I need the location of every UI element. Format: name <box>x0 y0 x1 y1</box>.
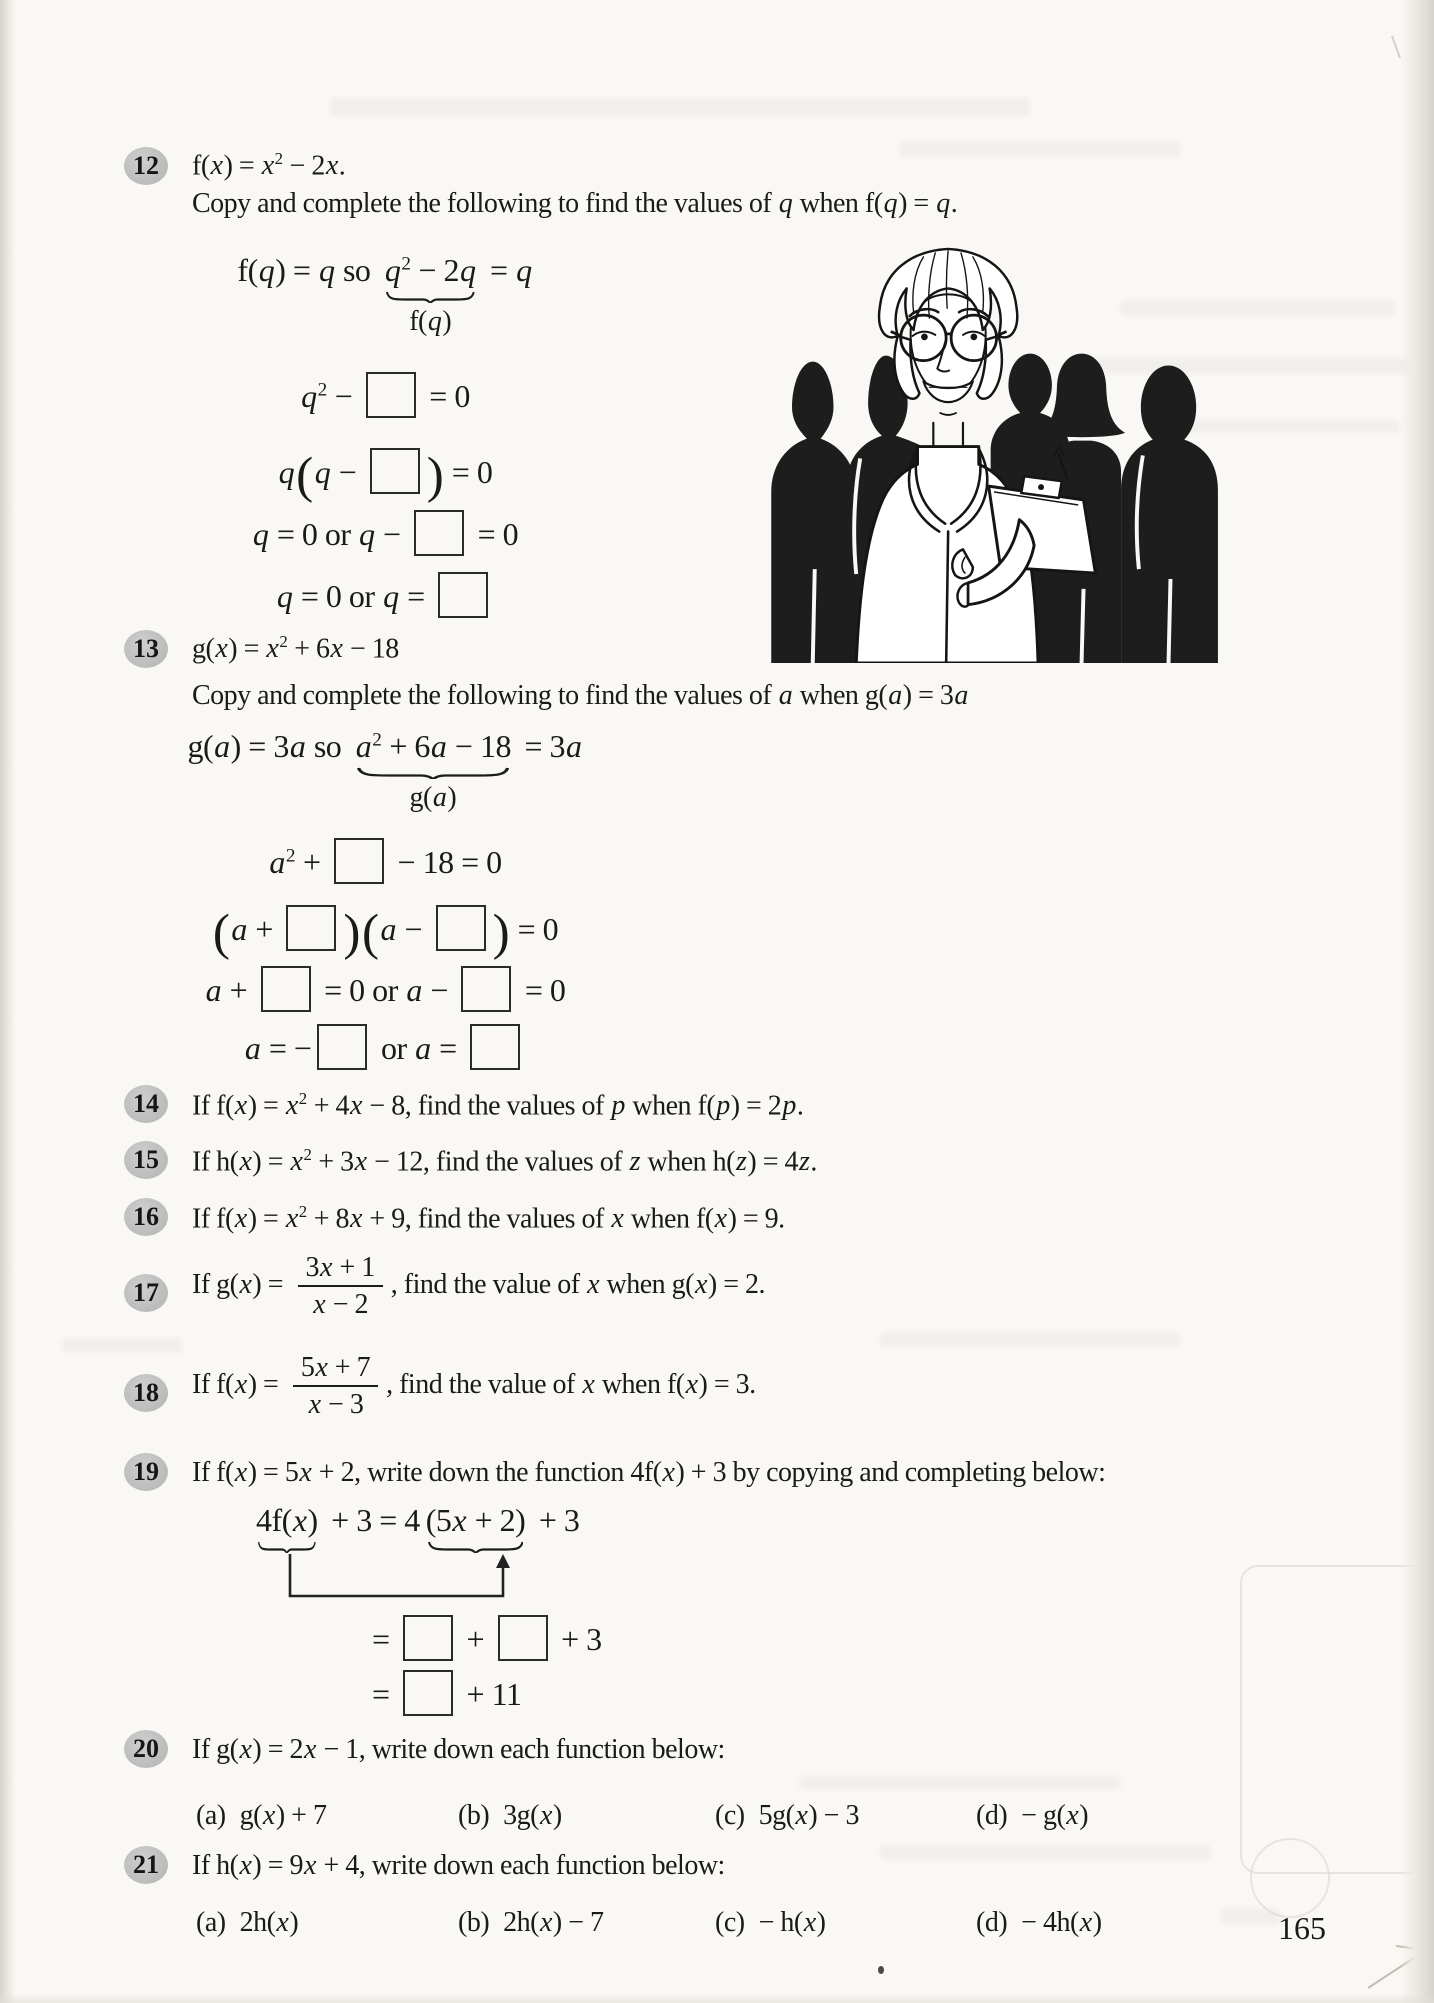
math-variable: x <box>349 1090 362 1122</box>
answer-box <box>436 905 486 951</box>
math-variable: a <box>778 680 793 711</box>
math-variable: x <box>354 1146 367 1178</box>
answer-box <box>438 572 488 618</box>
math-variable: a <box>289 728 306 764</box>
option-body: 2h(x) − 7 <box>503 1907 604 1938</box>
math-variable: x <box>330 633 343 665</box>
work-line: q = 0 or q = <box>175 572 595 618</box>
math-variable: x <box>239 1734 252 1765</box>
math-exponent: 2 <box>285 845 296 867</box>
option-label: (a) <box>196 1800 226 1831</box>
math-variable: p <box>611 1090 625 1122</box>
math-variable: a <box>269 844 285 880</box>
math-variable: x <box>234 1203 247 1235</box>
question-badge-13: 13 <box>124 630 168 668</box>
work-line: a = − or a = <box>175 1024 595 1070</box>
math-variable: q <box>516 252 532 288</box>
math-variable: a <box>205 972 222 1008</box>
underbraced-content: $q^2 - 2q$ <box>384 252 476 288</box>
math-variable: q <box>252 516 269 552</box>
math-variable: x <box>276 1907 289 1938</box>
option-label: (d) <box>976 1907 1008 1938</box>
option-label: (b) <box>458 1907 490 1938</box>
math-variable: x <box>582 1368 595 1400</box>
math-variable: x <box>587 1268 599 1300</box>
math-variable: q <box>383 578 399 614</box>
option-c <box>715 1800 859 1832</box>
option-body: 2h(x) <box>239 1907 299 1938</box>
bleed-through-artifact <box>880 1332 1180 1347</box>
answer-box <box>370 448 420 494</box>
open-paren: ( <box>296 446 313 504</box>
underbraced-expression <box>256 1502 318 1539</box>
math-variable: x <box>320 1252 332 1283</box>
math-variable: x <box>239 1146 252 1178</box>
math-variable: q <box>278 454 295 490</box>
bleed-through-artifact <box>62 1338 182 1353</box>
math-variable: x <box>304 1850 316 1881</box>
math-variable: x <box>325 150 338 182</box>
math-variable: p <box>782 1090 796 1122</box>
bleed-through-artifact <box>330 98 1030 116</box>
math-variable: a <box>566 728 582 764</box>
math-variable: x <box>210 150 223 182</box>
work-line: $a^2$ + − 18 = 0 <box>175 838 595 884</box>
option-body: − g(x) <box>1021 1800 1089 1831</box>
math-exponent: 2 <box>298 1202 308 1221</box>
option-body: 3g(x) <box>503 1800 562 1831</box>
math-variable: q <box>936 188 950 219</box>
option-b <box>458 1800 562 1832</box>
math-variable: a <box>406 972 422 1008</box>
math-variable: a <box>415 1030 431 1066</box>
question-stem-21: If h(x) = 9x + 4, write down each function below: <box>192 1850 725 1881</box>
math-variable: x <box>315 1352 328 1383</box>
math-variable: z <box>629 1146 640 1178</box>
close-paren: ) <box>492 903 510 961</box>
option-b <box>458 1907 604 1939</box>
fraction-denominator: x − 3 <box>293 1385 378 1419</box>
substitution-arrow <box>250 1552 570 1610</box>
work-line: a + = 0 or a − = 0 <box>175 966 595 1012</box>
answer-box <box>403 1670 453 1716</box>
math-exponent: 2 <box>372 729 382 751</box>
math-variable: q <box>778 188 793 219</box>
question-badge-17: 17 <box>124 1274 168 1312</box>
question-stem-14: If $f(x) = x^2 + 4x - 8$, find the values of p when f(p) = 2p. <box>192 1089 804 1122</box>
fraction-denominator: x − 2 <box>298 1285 383 1319</box>
math-variable: q <box>427 306 442 337</box>
underbraced-expression <box>426 1502 526 1539</box>
math-exponent: 2 <box>401 253 411 275</box>
underbrace-label: f(q) <box>409 306 452 337</box>
option-label: (d) <box>976 1800 1008 1831</box>
math-variable: x <box>239 1268 252 1300</box>
underbrace-label: g(a) <box>409 782 457 813</box>
math-variable: z <box>799 1146 810 1178</box>
math-variable: x <box>292 1502 307 1538</box>
question-prompt-12: Copy and complete the following to find the values of q when f(q) = q. <box>192 188 958 219</box>
math-variable: a <box>432 782 447 813</box>
page-edge-right <box>1400 0 1434 2003</box>
math-variable: x <box>452 1502 467 1538</box>
math-variable: x <box>1079 1907 1092 1938</box>
fraction <box>298 1253 383 1320</box>
bleed-through-artifact <box>880 1845 1210 1860</box>
work-line: q = 0 or q − = 0 <box>175 510 595 556</box>
close-paren: ) <box>426 446 444 504</box>
question-badge-20: 20 <box>124 1730 168 1768</box>
math-variable: x <box>662 1457 675 1488</box>
answer-box <box>366 372 416 418</box>
math-variable: x <box>234 1457 247 1488</box>
work-line: 4f(x) + 3 = 4 (5x + 2) + 3 <box>250 1502 579 1539</box>
question-badge-19: 19 <box>124 1453 168 1491</box>
answer-box <box>461 966 511 1012</box>
math-variable: z <box>735 1146 747 1178</box>
math-variable: q <box>384 252 401 288</box>
math-variable: q <box>314 454 331 490</box>
math-variable: q <box>883 188 898 219</box>
math-variable: x <box>304 1734 316 1765</box>
math-variable: a <box>380 911 397 947</box>
math-variable: x <box>714 1203 727 1235</box>
question-prompt-13: Copy and complete the following to find the values of a when g(a) = 3a <box>192 680 968 711</box>
ink-speck <box>878 1966 884 1974</box>
option-a <box>196 1800 326 1832</box>
question-badge-12: 12 <box>124 147 168 185</box>
math-variable: x <box>290 1146 303 1178</box>
math-variable: x <box>215 633 228 665</box>
page-number: 165 <box>1278 1910 1326 1946</box>
math-variable: x <box>285 1203 298 1235</box>
math-variable: x <box>803 1907 816 1938</box>
fraction-numerator: 5x + 7 <box>300 1352 371 1383</box>
math-variable: q <box>318 252 335 288</box>
math-variable: x <box>234 1090 247 1122</box>
answer-box <box>470 1024 520 1070</box>
answer-box <box>414 510 464 556</box>
answer-box <box>317 1024 367 1070</box>
underbrace-icon <box>357 767 509 779</box>
math-variable: x <box>539 1907 552 1938</box>
question-badge-16: 16 <box>124 1198 168 1236</box>
math-exponent: 2 <box>279 632 288 651</box>
math-variable: q <box>359 516 375 552</box>
fraction-numerator: 3x + 1 <box>305 1252 375 1283</box>
math-variable: a <box>231 911 247 947</box>
math-variable: a <box>888 680 902 711</box>
math-variable: a <box>954 680 968 711</box>
math-variable: x <box>262 1800 275 1831</box>
work-line: f(q) = q so $q^2 - 2q$ f(q) = q <box>237 252 532 337</box>
math-variable: x <box>611 1203 624 1235</box>
work-line: g(a) = 3a so $a^2 + 6a - 18$ g(a) = 3a <box>187 728 582 813</box>
math-variable: x <box>349 1203 362 1235</box>
option-body: 5g(x) − 3 <box>758 1800 859 1831</box>
fraction <box>293 1353 378 1420</box>
math-exponent: 2 <box>303 1145 312 1164</box>
math-variable: x <box>685 1368 698 1400</box>
work-line: q(q − ) = 0 <box>278 446 493 504</box>
question-badge-21: 21 <box>124 1846 168 1884</box>
illustration-teacher-with-silhouettes <box>765 243 1240 663</box>
option-body: g(x) + 7 <box>239 1800 327 1831</box>
math-variable: x <box>795 1800 808 1831</box>
question-stem-20: If g(x) = 2x − 1, write down each function below: <box>192 1734 725 1765</box>
work-line: $q^2$ − = 0 <box>175 372 595 418</box>
question-stem-19: If f(x) = 5x + 2, write down the function 4f(x) + 3 by copying and completing below: <box>192 1457 1106 1488</box>
option-label: (a) <box>196 1907 226 1938</box>
question-stem-17: If g(x) = $\frac{3x + 1}{x - 2}$ , find the value of x when g(x) = 2. <box>192 1252 766 1321</box>
underbraced-expression <box>355 728 511 813</box>
math-variable: p <box>716 1090 730 1122</box>
math-variable: q <box>460 252 476 288</box>
bleed-through-ring <box>1250 1838 1330 1918</box>
underbraced-expression <box>384 252 477 337</box>
math-variable: x <box>266 633 279 665</box>
question-stem-13: $g(x) = x^2 + 6x - 18$ <box>192 632 399 665</box>
math-variable: x <box>308 1389 321 1421</box>
option-c <box>715 1907 825 1939</box>
option-a <box>196 1907 298 1939</box>
option-body: − 4h(x) <box>1021 1907 1102 1938</box>
math-exponent: 2 <box>317 379 328 401</box>
math-variable: a <box>214 728 230 764</box>
math-variable: x <box>539 1800 552 1831</box>
math-variable: q <box>301 378 317 414</box>
answer-box <box>334 838 384 884</box>
question-stem-16: If $f(x) = x^2 + 8x + 9$, find the values of x when f(x) = 9. <box>192 1202 785 1235</box>
option-label: (b) <box>458 1800 490 1831</box>
math-variable: x <box>239 1850 252 1881</box>
page-edge-bottom <box>0 1994 1434 2003</box>
option-d <box>976 1907 1102 1939</box>
work-line: = + 11 <box>372 1670 521 1716</box>
question-badge-15: 15 <box>124 1141 168 1179</box>
bleed-through-artifact <box>900 142 1180 157</box>
option-d <box>976 1800 1088 1832</box>
question-stem-15: If $h(x) = x^2 + 3x - 12$, find the values of z when h(z) = 4z. <box>192 1145 817 1178</box>
question-badge-14: 14 <box>124 1085 168 1123</box>
underbraced-content: $a^2 + 6a - 18$ <box>355 728 511 764</box>
question-badge-18: 18 <box>124 1374 168 1412</box>
math-variable: q <box>276 578 293 614</box>
math-variable: x <box>313 1289 326 1321</box>
answer-box <box>403 1615 453 1661</box>
option-label: (c) <box>715 1800 745 1831</box>
work-line: = + + 3 <box>372 1615 602 1661</box>
math-variable: x <box>299 1457 312 1488</box>
answer-box <box>261 966 311 1012</box>
open-paren: ( <box>212 903 230 961</box>
close-paren: ) <box>343 903 360 961</box>
math-variable: x <box>261 150 274 182</box>
math-variable: x <box>694 1268 707 1300</box>
math-variable: x <box>1066 1800 1079 1831</box>
math-variable: a <box>430 728 447 764</box>
math-variable: a <box>244 1030 261 1066</box>
math-variable: q <box>258 252 275 288</box>
question-stem-12: $f(x) = x^2 - 2x$. <box>192 149 346 182</box>
math-exponent: 2 <box>298 1089 308 1108</box>
open-paren: ( <box>361 903 379 961</box>
math-exponent: 2 <box>274 149 284 168</box>
page-edge-left <box>0 0 16 2003</box>
answer-box <box>498 1615 548 1661</box>
math-variable: a <box>355 728 372 764</box>
option-label: (c) <box>715 1907 745 1938</box>
answer-box <box>286 905 336 951</box>
option-body: − h(x) <box>758 1907 826 1938</box>
underbrace-icon <box>386 291 475 303</box>
math-variable: x <box>234 1368 247 1400</box>
underbraced-content: 4f(x) <box>256 1502 318 1538</box>
underbraced-content: (5x + 2) <box>425 1502 526 1538</box>
work-line: (a + )(a − ) = 0 <box>212 903 559 961</box>
question-stem-18: If f(x) = $\frac{5x + 7}{x - 3}$ , find the value of x when f(x) = 3. <box>192 1352 756 1421</box>
bleed-through-artifact <box>800 1775 1120 1790</box>
math-variable: x <box>285 1090 298 1122</box>
